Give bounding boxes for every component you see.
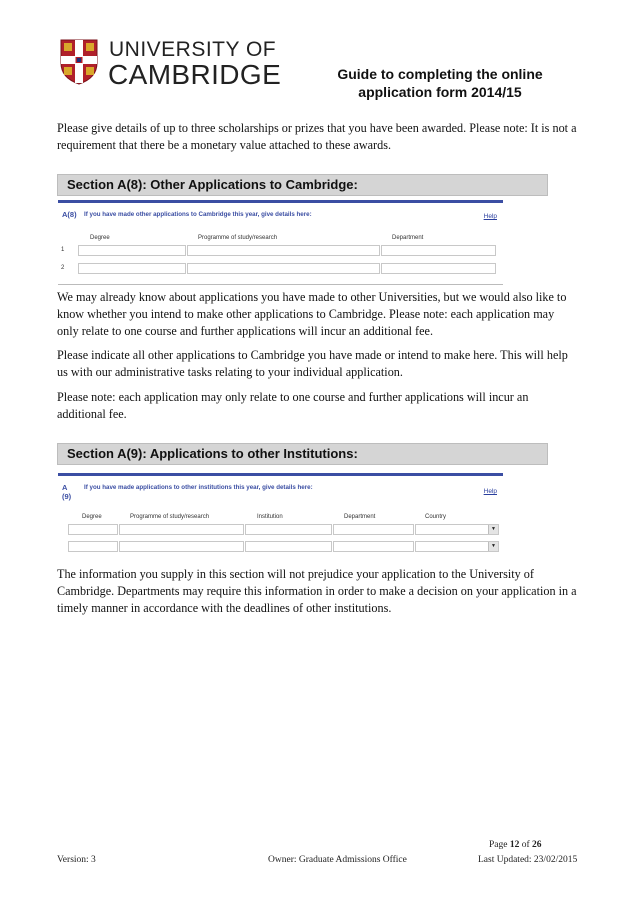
a8-form-screenshot <box>58 200 503 286</box>
a9-form-screenshot <box>58 473 503 559</box>
a8-row2-degree-input[interactable] <box>78 263 186 274</box>
a9-form-code <box>62 483 71 501</box>
a8-row1-department-input[interactable] <box>381 245 496 256</box>
a9-row2-degree-input[interactable] <box>68 541 118 552</box>
cambridge-shield-icon <box>60 39 98 85</box>
a8-row2-programme-input[interactable] <box>187 263 380 274</box>
page-current: 12 <box>509 840 520 850</box>
a9-row1-department-input[interactable] <box>333 524 414 535</box>
a9-row2-country-select[interactable] <box>415 541 499 552</box>
university-logo <box>60 37 300 89</box>
a8-paragraph-3: Please note: each application may only relate to one course and further applications will incur an additional fee. <box>57 390 529 421</box>
a8-paragraph-1: We may already know about applications you have made to other Universities, but we would also like to know whether you intend to make other applications to Cambridge. Please note: each application may only relate to one course and further applications will incur an additional fee. <box>57 290 567 338</box>
a8-col-department: Department <box>392 235 424 241</box>
footer-version: Version: 3 <box>57 855 96 865</box>
a8-form-prompt: If you have made other applications to Cambridge this year, give details here: <box>84 211 312 218</box>
a8-help-link[interactable]: Help <box>483 213 497 220</box>
a9-row1-country-select[interactable] <box>415 524 499 535</box>
a8-form-code: A(8) <box>62 210 77 219</box>
chevron-down-icon[interactable]: ▼ <box>488 525 498 534</box>
a8-row-number: 2 <box>61 265 65 271</box>
a8-paragraph-2: Please indicate all other applications to Cambridge you have made or intend to make here. This will help us with our administrative tasks relating to your individual application. <box>57 348 568 379</box>
section-a9-heading: Section A(9): Applications to other Institutions: <box>57 443 548 465</box>
chevron-down-icon[interactable]: ▼ <box>488 542 498 551</box>
a9-col-country: Country <box>425 514 447 520</box>
guide-title-line-2: application form 2014/15 <box>358 84 522 100</box>
a9-row1-degree-input[interactable] <box>68 524 118 535</box>
logo-line-1: UNIVERSITY OF <box>109 38 277 61</box>
a8-col-degree: Degree <box>90 235 110 241</box>
page-number <box>489 840 542 850</box>
form-top-rule <box>58 200 503 203</box>
form-bottom-rule <box>58 284 503 285</box>
intro-paragraph: Please give details of up to three scholarships or prizes that you have been awarded. Please note: It is not a requirement that there be a monetary value attached to these awards. <box>57 121 577 152</box>
a8-col-programme: Programme of study/research <box>198 235 278 241</box>
a8-row1-programme-input[interactable] <box>187 245 380 256</box>
a9-form-code-line-2: (9) <box>62 492 72 501</box>
a9-col-programme: Programme of study/research <box>130 514 210 520</box>
a9-col-degree: Degree <box>82 514 102 520</box>
form-top-rule <box>58 473 503 476</box>
page-total: 26 <box>532 840 542 850</box>
a9-col-institution: Institution <box>257 514 283 520</box>
a8-row-number: 1 <box>61 247 65 253</box>
a8-row2-department-input[interactable] <box>381 263 496 274</box>
a9-form-prompt: If you have made applications to other institutions this year, give details here: <box>84 484 313 491</box>
footer-last-updated: Last Updated: 23/02/2015 <box>478 855 578 865</box>
a9-row2-department-input[interactable] <box>333 541 414 552</box>
a9-row1-programme-input[interactable] <box>119 524 244 535</box>
a9-form-code-line-1: A <box>62 483 68 492</box>
a9-col-department: Department <box>344 514 376 520</box>
guide-title <box>320 65 560 101</box>
logo-line-2: CAMBRIDGE <box>108 59 282 90</box>
section-a8-heading: Section A(8): Other Applications to Cambridge: <box>57 174 548 196</box>
a9-row2-programme-input[interactable] <box>119 541 244 552</box>
a9-paragraph: The information you supply in this section will not prejudice your application to the University of Cambridge. Departments may require this information in order to make a decision on your application in a timely manner in accordance with the deadlines of other institutions. <box>57 567 577 615</box>
a9-help-link[interactable]: Help <box>483 488 497 495</box>
a9-row2-institution-input[interactable] <box>245 541 332 552</box>
guide-title-line-1: Guide to completing the online <box>337 66 543 82</box>
a8-row1-degree-input[interactable] <box>78 245 186 256</box>
page-label: Page <box>489 840 508 850</box>
footer-owner: Owner: Graduate Admissions Office <box>268 855 407 865</box>
a9-row1-institution-input[interactable] <box>245 524 332 535</box>
page-of: of <box>521 840 530 850</box>
